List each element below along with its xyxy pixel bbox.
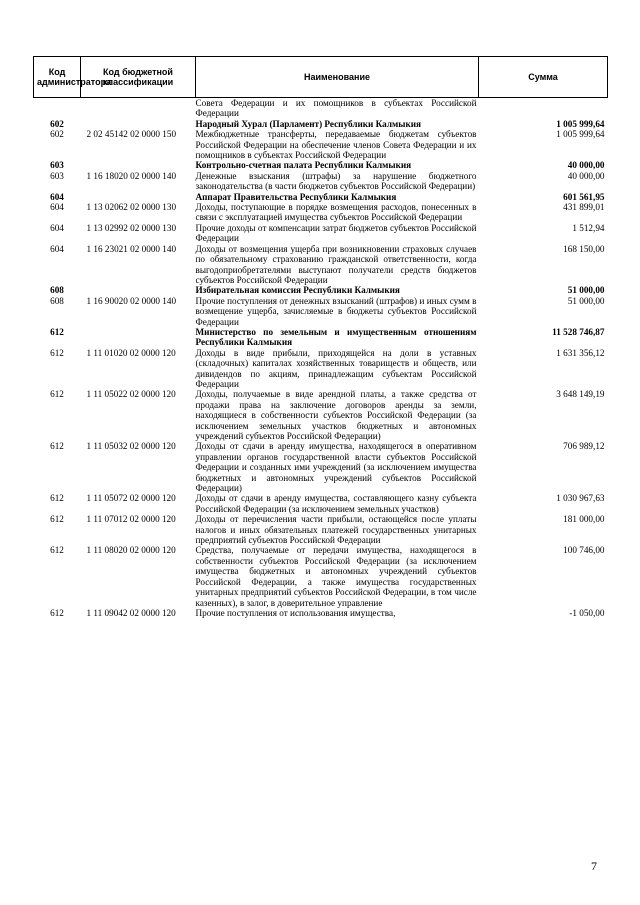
- admin-code-cell: 602: [50, 118, 64, 129]
- sum-cell: 431 899,01: [563, 202, 605, 213]
- table-row: [34, 296, 608, 327]
- table-row: [34, 441, 608, 493]
- kbk-cell: 1 11 08020 02 0000 120: [86, 545, 176, 556]
- sum-cell: 1 030 967,63: [556, 493, 605, 504]
- name-cell: Доходы от перечисления части прибыли, остающейся после уплаты налогов и иных обязательных платежей государственных унитарных предприятий субъектов Российской Федерации: [195, 514, 477, 546]
- admin-code-cell: 604: [50, 191, 64, 202]
- name-cell: Совета Федерации и их помощников в субъектах Российской Федерации: [195, 98, 477, 119]
- kbk-cell: 2 02 45142 02 0000 150: [86, 129, 177, 140]
- sum-cell: 51 000,00: [567, 295, 605, 306]
- table-row: [34, 223, 608, 244]
- sum-cell: 706 989,12: [563, 441, 605, 452]
- admin-code-cell: 612: [50, 389, 64, 400]
- admin-code-cell: 604: [50, 243, 64, 254]
- name-cell: Прочие поступления от денежных взысканий (штрафов) и иных сумм в возмещение ущерба, зачисляемые в бюджеты субъектов Российской Федерации: [195, 295, 477, 327]
- header-sum: Сумма: [479, 57, 608, 98]
- name-cell: Доходы от сдачи в аренду имущества, находящегося в оперативном управлении органов государственной власти субъектов Российской Федерации и созданных ими учреждений (за исключением имущества бюджетных и автономных учреждений субъектов Российской Федерации): [195, 441, 477, 494]
- name-cell: Прочие поступления от использования имущества,: [195, 607, 396, 618]
- name-cell: Народный Хурал (Парламент) Республики Калмыкия: [195, 118, 422, 129]
- kbk-cell: [81, 160, 196, 170]
- name-cell: Доходы, поступающие в порядке возмещения расходов, понесенных в связи с эксплуатацией имущества субъектов Российской Федерации: [195, 202, 477, 223]
- name-cell: Доходы от сдачи в аренду имущества, составляющего казну субъекта Российской Федерации (за исключением земельных участков): [195, 493, 477, 514]
- sum-cell: 40 000,00: [567, 160, 605, 171]
- admin-code-cell: 612: [50, 607, 64, 618]
- admin-code-cell: 603: [50, 160, 64, 171]
- group-header-row: [34, 327, 608, 348]
- document-page: [33, 56, 607, 618]
- name-cell: Контрольно-счетная палата Республики Калмыкия: [195, 160, 412, 171]
- sum-cell: [479, 98, 608, 119]
- admin-code-cell: 602: [50, 129, 64, 140]
- admin-code-cell: [34, 98, 81, 119]
- kbk-cell: 1 11 05022 02 0000 120: [86, 389, 176, 400]
- admin-code-cell: 612: [50, 441, 64, 452]
- name-cell: Доходы, получаемые в виде арендной платы, а также средства от продажи права на заключение договоров аренды за земли, находящиеся в собственности субъектов Российской Федерации (за исключением земельных участков бюджетных и автономных учреждений субъектов Российской Федерации): [195, 389, 477, 441]
- kbk-cell: [81, 98, 196, 119]
- admin-code-cell: 612: [50, 493, 64, 504]
- sum-cell: 1 631 356,12: [556, 347, 605, 358]
- sum-cell: 1 005 999,64: [556, 118, 605, 129]
- kbk-cell: 1 11 09042 02 0000 120: [86, 607, 176, 618]
- admin-code-cell: 608: [50, 285, 64, 296]
- admin-code-cell: 612: [50, 347, 64, 358]
- kbk-cell: 1 11 01020 02 0000 120: [86, 347, 176, 358]
- admin-code-cell: 612: [50, 545, 64, 556]
- name-cell: Избирательная комиссия Республики Калмыкия: [195, 285, 400, 296]
- admin-code-cell: 603: [50, 170, 64, 181]
- table-row: [34, 98, 608, 119]
- table-row: [34, 389, 608, 441]
- table-body: [34, 98, 608, 619]
- sum-cell: 100 746,00: [563, 545, 605, 556]
- name-cell: Прочие доходы от компенсации затрат бюджетов субъектов Российской Федерации: [195, 222, 477, 244]
- kbk-cell: 1 13 02992 02 0000 130: [86, 222, 177, 233]
- kbk-cell: 1 16 90020 02 0000 140: [86, 295, 177, 306]
- kbk-cell: 1 11 05032 02 0000 120: [86, 441, 176, 452]
- header-name: Наименование: [196, 57, 479, 98]
- sum-cell: 181 000,00: [563, 514, 605, 525]
- kbk-cell: 1 16 23021 02 0000 140: [86, 243, 177, 254]
- header-admin-code: Код администратора: [34, 57, 81, 98]
- revenue-table: [33, 56, 608, 618]
- kbk-cell: 1 13 02062 02 0000 130: [86, 202, 177, 213]
- sum-cell: 40 000,00: [567, 170, 605, 181]
- group-header-row: [34, 192, 608, 202]
- kbk-cell: [81, 327, 196, 348]
- admin-code-cell: 612: [50, 514, 64, 525]
- table-row: [34, 493, 608, 514]
- group-header-row: [34, 285, 608, 295]
- admin-code-cell: 604: [50, 222, 64, 233]
- table-row: [34, 608, 608, 618]
- sum-cell: 1 512,94: [572, 222, 605, 233]
- kbk-cell: 1 16 18020 02 0000 140: [86, 170, 177, 181]
- name-cell: Аппарат Правительства Республики Калмыкия: [195, 191, 397, 202]
- name-cell: Денежные взыскания (штрафы) за нарушение бюджетного законодательства (в части бюджетов субъектов Российской Федерации): [195, 170, 477, 192]
- sum-cell: 601 561,95: [563, 191, 605, 202]
- name-cell: Межбюджетные трансферты, передаваемые бюджетам субъектов Российской Федерации на обеспечение членов Совета Федерации и их помощников в субъектах Российской Федерации: [195, 129, 477, 161]
- kbk-cell: [81, 192, 196, 202]
- sum-cell: 1 005 999,64: [556, 129, 605, 140]
- sum-cell: 51 000,00: [567, 285, 605, 296]
- name-cell: Средства, получаемые от передачи имущества, находящегося в собственности субъектов Российской Федерации (за исключением имущества бюджетных и автономных учреждений субъектов Российской Федерации, а также имущества государственных унитарных предприятий субъектов Российской Федерации, в том числе казенных), в залог, в доверительное управление: [195, 545, 477, 608]
- admin-code-cell: 612: [50, 326, 64, 337]
- name-cell: Министерство по земельным и имущественным отношениям Республики Калмыкия: [195, 326, 477, 348]
- sum-cell: 168 150,00: [563, 243, 605, 254]
- kbk-cell: 1 11 05072 02 0000 120: [86, 493, 176, 504]
- admin-code-cell: 604: [50, 202, 64, 213]
- admin-code-cell: 608: [50, 295, 64, 306]
- kbk-cell: [81, 119, 196, 129]
- page-number: 7: [591, 859, 597, 873]
- kbk-cell: 1 11 07012 02 0000 120: [86, 514, 176, 525]
- table-header: [34, 57, 608, 98]
- table-row: [34, 244, 608, 286]
- name-cell: Доходы в виде прибыли, приходящейся на доли в уставных (складочных) капиталах хозяйственных товариществ и обществ, или дивидендов по акциям, принадлежащим субъектам Российской Федерации: [195, 347, 477, 389]
- table-row: [34, 129, 608, 160]
- sum-cell: 11 528 746,87: [552, 326, 605, 337]
- header-kbk: Код бюджетной классификации: [81, 57, 196, 98]
- kbk-cell: [81, 285, 196, 295]
- table-row: [34, 348, 608, 390]
- group-header-row: [34, 160, 608, 170]
- table-row: [34, 545, 608, 607]
- sum-cell: -1 050,00: [569, 607, 605, 618]
- table-row: [34, 202, 608, 223]
- sum-cell: 3 648 149,19: [556, 389, 605, 400]
- table-row: [34, 514, 608, 545]
- name-cell: Доходы от возмещения ущерба при возникновении страховых случаев по обязательному страхованию гражданской ответственности, когда выгодоприобретателями выступают получатели средств бюджетов субъектов Российской Федерации: [195, 243, 477, 285]
- group-header-row: [34, 119, 608, 129]
- table-row: [34, 171, 608, 192]
